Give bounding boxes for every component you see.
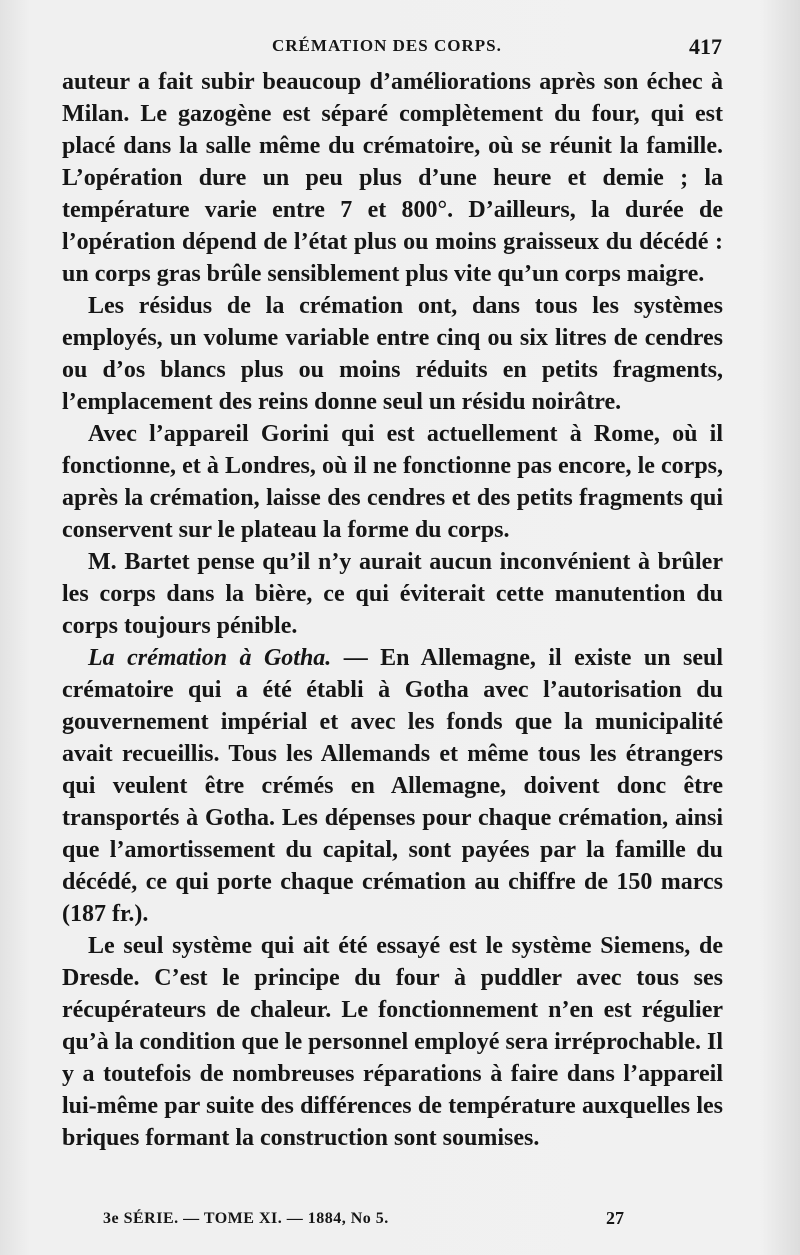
paragraph-text: Les résidus de la crémation ont, dans tous les systèmes employés, un volume variable entre cinq ou six litres de cendres ou d’os blancs plus ou moins réduits en petits fragments, l’emplacement des reins donne seul un résidu noirâtre. [62, 293, 723, 415]
page-number: 417 [689, 34, 722, 59]
paragraph-text: Le seul système qui ait été essayé est le système Siemens, de Dresde. C’est le principe du four à puddler avec tous ses récupérateurs de chaleur. Le fonctionnement n’en est régulier qu’à la condition que le personnel employé sera irréprochable. Il y a toutefois de nombreuses réparations à faire dans l’appareil lui-même par suite des différences de température auxquelles les briques formant la construction sont soumises. [62, 933, 723, 1151]
paragraph-text: auteur a fait subir beaucoup d’améliorations après son échec à Milan. Le gazogène est séparé complètement du four, qui est placé dans la salle même du crématoire, où se réunit la famille. L’opération dure un peu plus d’une heure et demie ; la température varie entre 7 et 800°. D’ailleurs, la durée de l’opération dépend de l’état plus ou moins graisseux du décédé : un corps gras brûle sensiblement plus vite qu’un corps maigre. [62, 69, 723, 287]
body-text [62, 66, 723, 1154]
paragraph-text: M. Bartet pense qu’il n’y aurait aucun inconvénient à brûler les corps dans la bière, ce qui éviterait cette manutention du corps toujours pénible. [62, 549, 723, 639]
paragraph-2 [62, 290, 723, 418]
paragraph-text: Avec l’appareil Gorini qui est actuellement à Rome, où il fonctionne, et à Londres, où il ne fonctionne pas encore, le corps, après la crémation, laisse des cendres et des petits fragments qui conservent sur le plateau la forme du corps. [62, 421, 723, 543]
page-footer [0, 1210, 800, 1236]
paragraph-3 [62, 418, 723, 546]
sheet-number: 27 [606, 1208, 624, 1228]
paragraph-4 [62, 546, 723, 642]
paragraph-5 [62, 642, 723, 930]
section-heading: La crémation à Gotha. [88, 645, 332, 671]
paragraph-text: — En Allemagne, il existe un seul crématoire qui a été établi à Gotha avec l’autorisation du gouvernement impérial et avec les fonds que la municipalité avait recueillis. Tous les Allemands et même tous les étrangers qui veulent être crémés en Allemagne, doivent donc être transportés à Gotha. Les dépenses pour chaque crémation, ainsi que l’amortissement du capital, sont payées par la famille du décédé, ce qui porte chaque crémation au chiffre de 150 marcs (187 fr.). [62, 645, 723, 927]
running-title: CRÉMATION DES CORPS. [272, 36, 502, 55]
paragraph-6 [62, 930, 723, 1154]
paragraph-1 [62, 66, 723, 290]
printer-signature: 3e SÉRIE. — TOME XI. — 1884, No 5. [103, 1210, 389, 1227]
running-head [0, 36, 800, 60]
